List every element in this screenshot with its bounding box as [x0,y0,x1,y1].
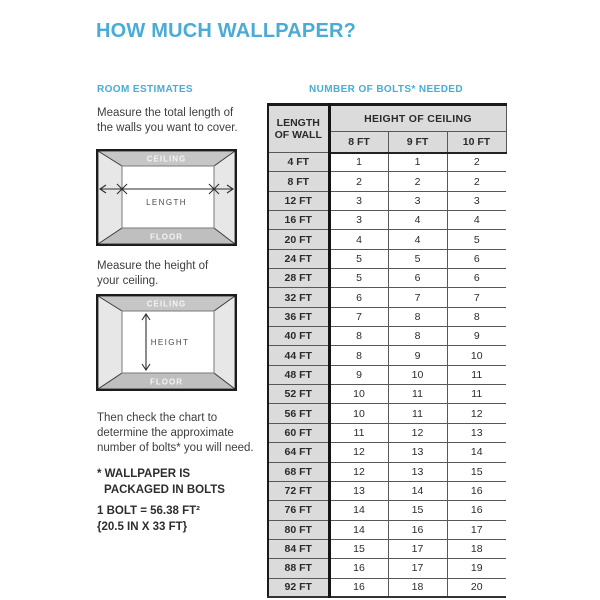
bolts-value-cell: 14 [329,520,388,539]
bolts-value-cell: 9 [388,346,447,365]
note-line: 1 BOLT = 56.38 FT² [97,505,200,517]
bolts-value-cell: 13 [388,443,447,462]
table-row [268,520,506,539]
column-header-9ft: 9 FT [388,132,447,153]
length-of-wall-header: LENGTH OF WALL [268,105,329,153]
bolts-value-cell: 3 [329,191,388,210]
table-row [268,172,506,191]
bolts-value-cell: 5 [329,249,388,268]
instruction-measure-height: Measure the height of your ceiling. [97,260,209,287]
wall-length-cell: 80 FT [268,520,329,539]
bolts-value-cell: 9 [447,327,506,346]
bolts-value-cell: 10 [447,346,506,365]
bolts-value-cell: 11 [388,385,447,404]
bolts-value-cell: 16 [447,481,506,500]
bolts-value-cell: 8 [329,327,388,346]
table-header-row [268,105,506,132]
table-row [268,288,506,307]
wall-length-cell: 20 FT [268,230,329,249]
room-height-diagram [96,294,237,391]
bolts-value-cell: 8 [388,327,447,346]
bolts-value-cell: 8 [447,307,506,326]
table-row [268,501,506,520]
ceiling-label: CEILING [146,299,187,309]
bolts-value-cell: 18 [447,539,506,558]
back-wall [122,166,214,228]
bolts-value-cell: 17 [447,520,506,539]
bolts-packaging-note [97,467,225,498]
bolts-value-cell: 1 [388,153,447,172]
bolts-value-cell: 4 [388,230,447,249]
height-of-ceiling-header: HEIGHT OF CEILING [329,105,506,132]
bolts-value-cell: 2 [329,172,388,191]
wall-length-cell: 64 FT [268,443,329,462]
wall-length-cell: 84 FT [268,539,329,558]
bolts-value-cell: 3 [447,191,506,210]
bolt-size-note [97,504,200,535]
wall-length-cell: 36 FT [268,307,329,326]
bolts-value-cell: 3 [388,191,447,210]
bolts-value-cell: 20 [447,578,506,597]
table-row [268,539,506,558]
bolts-value-cell: 17 [388,559,447,578]
bolts-value-cell: 2 [447,153,506,172]
instruction-check-chart: Then check the chart to determine the approximate number of bolts* you will need. [97,412,254,454]
table-row [268,307,506,326]
bolts-value-cell: 15 [447,462,506,481]
table-row [268,385,506,404]
wall-length-cell: 88 FT [268,559,329,578]
wall-length-cell: 56 FT [268,404,329,423]
bolts-value-cell: 5 [388,249,447,268]
table-row [268,346,506,365]
bolts-value-cell: 13 [329,481,388,500]
ceiling-label: CEILING [146,154,187,164]
table-row [268,578,506,597]
bolts-value-cell: 10 [388,365,447,384]
table-row [268,269,506,288]
bolts-value-cell: 6 [329,288,388,307]
bolts-value-cell: 11 [447,385,506,404]
bolts-value-cell: 9 [329,365,388,384]
bolts-value-cell: 16 [388,520,447,539]
note-line: {20.5 IN X 33 FT} [97,520,188,533]
bolts-value-cell: 16 [329,559,388,578]
bolts-value-cell: 7 [329,307,388,326]
wall-length-cell: 40 FT [268,327,329,346]
wall-length-cell: 24 FT [268,249,329,268]
floor-label: FLOOR [150,232,183,242]
bolts-value-cell: 6 [447,269,506,288]
wall-length-cell: 92 FT [268,578,329,597]
room-length-diagram [96,149,237,246]
bolts-value-cell: 3 [329,211,388,230]
note-line: * WALLPAPER IS [97,468,191,480]
bolts-value-cell: 19 [447,559,506,578]
bolts-value-cell: 2 [447,172,506,191]
bolts-value-cell: 11 [447,365,506,384]
bolts-value-cell: 18 [388,578,447,597]
table-row [268,443,506,462]
table-row [268,327,506,346]
wall-length-cell: 8 FT [268,172,329,191]
bolts-value-cell: 13 [388,462,447,481]
bolts-table-body [268,153,506,598]
wall-length-cell: 52 FT [268,385,329,404]
table-row [268,230,506,249]
room-estimates-heading: ROOM ESTIMATES [97,84,193,95]
wall-length-cell: 28 FT [268,269,329,288]
wall-length-cell: 4 FT [268,153,329,172]
bolts-value-cell: 13 [447,423,506,442]
table-row [268,559,506,578]
bolts-value-cell: 2 [388,172,447,191]
wall-length-cell: 32 FT [268,288,329,307]
bolts-value-cell: 4 [329,230,388,249]
wall-length-cell: 60 FT [268,423,329,442]
bolts-value-cell: 7 [447,288,506,307]
bolts-value-cell: 7 [388,288,447,307]
bolts-value-cell: 10 [329,385,388,404]
column-header-8ft: 8 FT [329,132,388,153]
bolts-value-cell: 4 [388,211,447,230]
bolts-value-cell: 16 [447,501,506,520]
bolts-value-cell: 1 [329,153,388,172]
table-row [268,153,506,172]
bolts-value-cell: 6 [447,249,506,268]
bolts-value-cell: 14 [447,443,506,462]
table-row [268,423,506,442]
page-title: HOW MUCH WALLPAPER? [96,20,357,42]
column-header-10ft: 10 FT [447,132,506,153]
bolts-value-cell: 12 [329,462,388,481]
table-row [268,211,506,230]
bolts-value-cell: 5 [329,269,388,288]
bolts-value-cell: 14 [329,501,388,520]
bolts-value-cell: 11 [388,404,447,423]
wall-length-cell: 76 FT [268,501,329,520]
bolts-value-cell: 8 [329,346,388,365]
bolts-value-cell: 14 [388,481,447,500]
table-row [268,481,506,500]
bolts-table [267,103,507,598]
length-label: LENGTH [146,198,187,207]
bolts-value-cell: 17 [388,539,447,558]
table-row [268,462,506,481]
table-row [268,404,506,423]
floor-label: FLOOR [150,377,183,387]
bolts-value-cell: 10 [329,404,388,423]
table-row [268,249,506,268]
wall-length-cell: 72 FT [268,481,329,500]
wall-length-cell: 12 FT [268,191,329,210]
bolts-value-cell: 8 [388,307,447,326]
bolts-value-cell: 16 [329,578,388,597]
wall-length-cell: 44 FT [268,346,329,365]
bolts-value-cell: 15 [329,539,388,558]
bolts-value-cell: 12 [447,404,506,423]
instruction-measure-length: Measure the total length of the walls you want to cover. [97,107,238,134]
bolts-value-cell: 11 [329,423,388,442]
wall-length-cell: 68 FT [268,462,329,481]
bolts-value-cell: 4 [447,211,506,230]
bolts-value-cell: 15 [388,501,447,520]
note-line: PACKAGED IN BOLTS [104,483,225,496]
bolts-value-cell: 12 [329,443,388,462]
height-label: HEIGHT [150,338,190,347]
bolts-needed-heading: NUMBER OF BOLTS* NEEDED [308,84,464,95]
wall-length-cell: 48 FT [268,365,329,384]
bolts-value-cell: 6 [388,269,447,288]
bolts-value-cell: 12 [388,423,447,442]
bolts-value-cell: 5 [447,230,506,249]
table-row [268,365,506,384]
table-row [268,191,506,210]
wall-length-cell: 16 FT [268,211,329,230]
